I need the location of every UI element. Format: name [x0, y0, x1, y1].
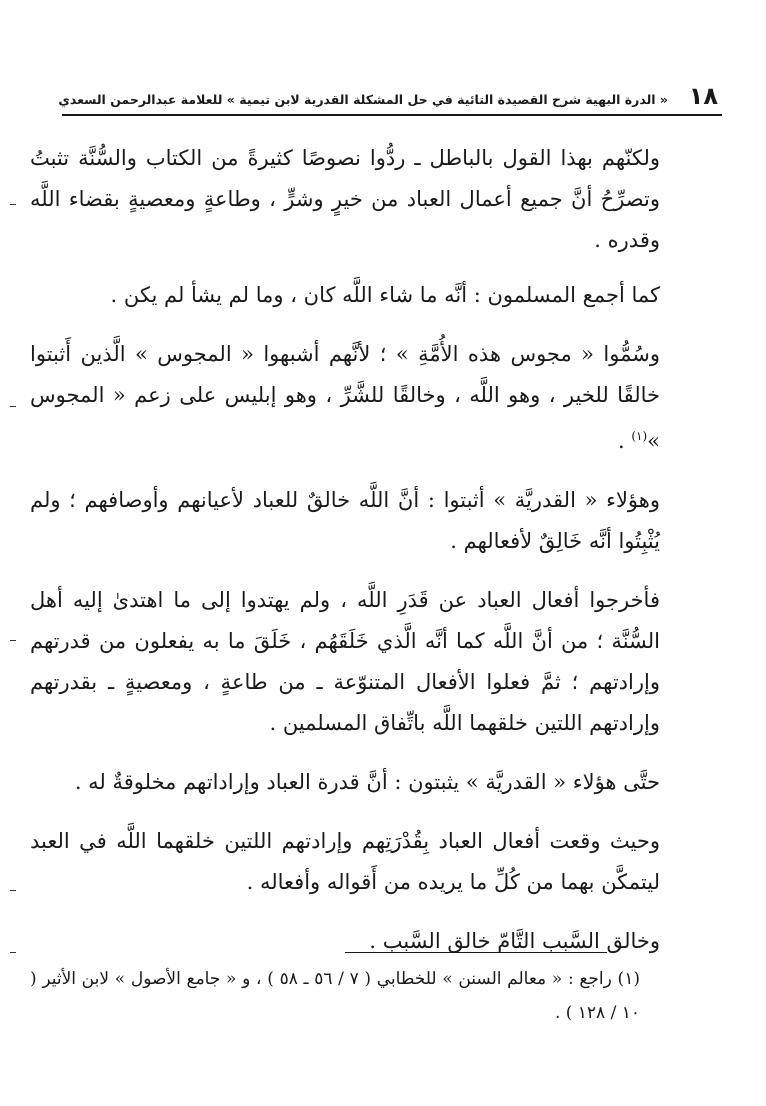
paragraph-4: وهؤلاء « القدريَّة » أثبتوا : أنَّ اللَّه خالقٌ للعباد لأعيانهم وأوصافهم ؛ ولم يُثْبِتُوا أنَّه خَالِقٌ لأفعالهم .	[30, 488, 660, 553]
margin-mark	[10, 204, 16, 205]
paragraph-3	[30, 334, 660, 462]
paragraph-1: ولكنّهم بهذا القول بالباطل ـ ردُّوا نصوصًا كثيرةً من الكتاب والسُّنَّة تثبتُ وتصرِّحُ أنَّ جميع أعمال العباد من خيرٍ وشرٍّ ، وطاعةٍ ومعصيةٍ بقضاء اللَّه وقدره .	[30, 146, 660, 252]
paragraph-2: كما أجمع المسلمون : أنَّه ما شاء اللَّه كان ، وما لم يشأ لم يكن .	[110, 283, 660, 307]
margin-mark	[10, 952, 16, 953]
header-divider	[62, 114, 722, 116]
running-title: « الدرة البهية شرح القصيدة التائية في حل المشكلة القدرية لابن تيمية » للعلامة عبدالرحمن السعدي	[58, 92, 668, 107]
footnote: (١) راجع : « معالم السنن » للخطابي ( ٧ / ٥٦ ـ ٥٨ ) ، و « جامع الأصول » لابن الأثير ( ١٠ / ١٢٨ ) .	[30, 969, 640, 1023]
main-text	[30, 138, 660, 980]
paragraph-5: فأخرجوا أفعال العباد عن قَدَرِ اللَّه ، ولم يهتدوا إلى ما اهتدىٰ إليه أهل السُّنَّة ؛ من أنَّ اللَّه كما أنَّه الَّذي خَلَقَهُم ، خَلَقَ ما به يفعلون من قدرتهم وإرادتهم ؛ ثمَّ فعلوا الأفعال المتنوّعة ـ من طاعةٍ ، ومعصيةٍ ـ بقدرتهم وإرادتهم اللتين خلقهما اللَّه باتِّفاق المسلمين .	[30, 588, 660, 735]
footnote-divider	[345, 952, 607, 953]
paragraph-7: وحيث وقعت أفعال العباد بِقُدْرَتِهم وإرادتهم اللتين خلقهما اللَّه في العبد ليتمكَّن بهما من كُلِّ ما يريده من أَقواله وأفعاله .	[30, 829, 660, 894]
margin-mark	[10, 890, 16, 891]
margin-mark	[10, 640, 16, 641]
paragraph-3-end: .	[617, 429, 632, 453]
paragraph-8: وخالق السَّبب التَّامّ خالق السَّبب .	[369, 929, 660, 953]
page-header	[58, 82, 718, 112]
page-number: ١٨	[688, 82, 718, 110]
margin-mark	[10, 406, 16, 407]
paragraph-3-text: وسُمُّوا « مجوس هذه الأُمَّةِ » ؛ لأنَّهم أشبهوا « المجوس » الَّذين أَثبتوا خالقًا للخير ، وهو اللَّه ، وخالقًا للشَّرِّ ، وهو إبليس على زعم « المجوس »	[30, 342, 660, 453]
footnote-reference[interactable]: (١)	[631, 429, 648, 443]
paragraph-6: حتَّى هؤلاء « القدريَّة » يثبتون : أنَّ قدرة العباد وإراداتهم مخلوقةٌ له .	[74, 770, 660, 794]
